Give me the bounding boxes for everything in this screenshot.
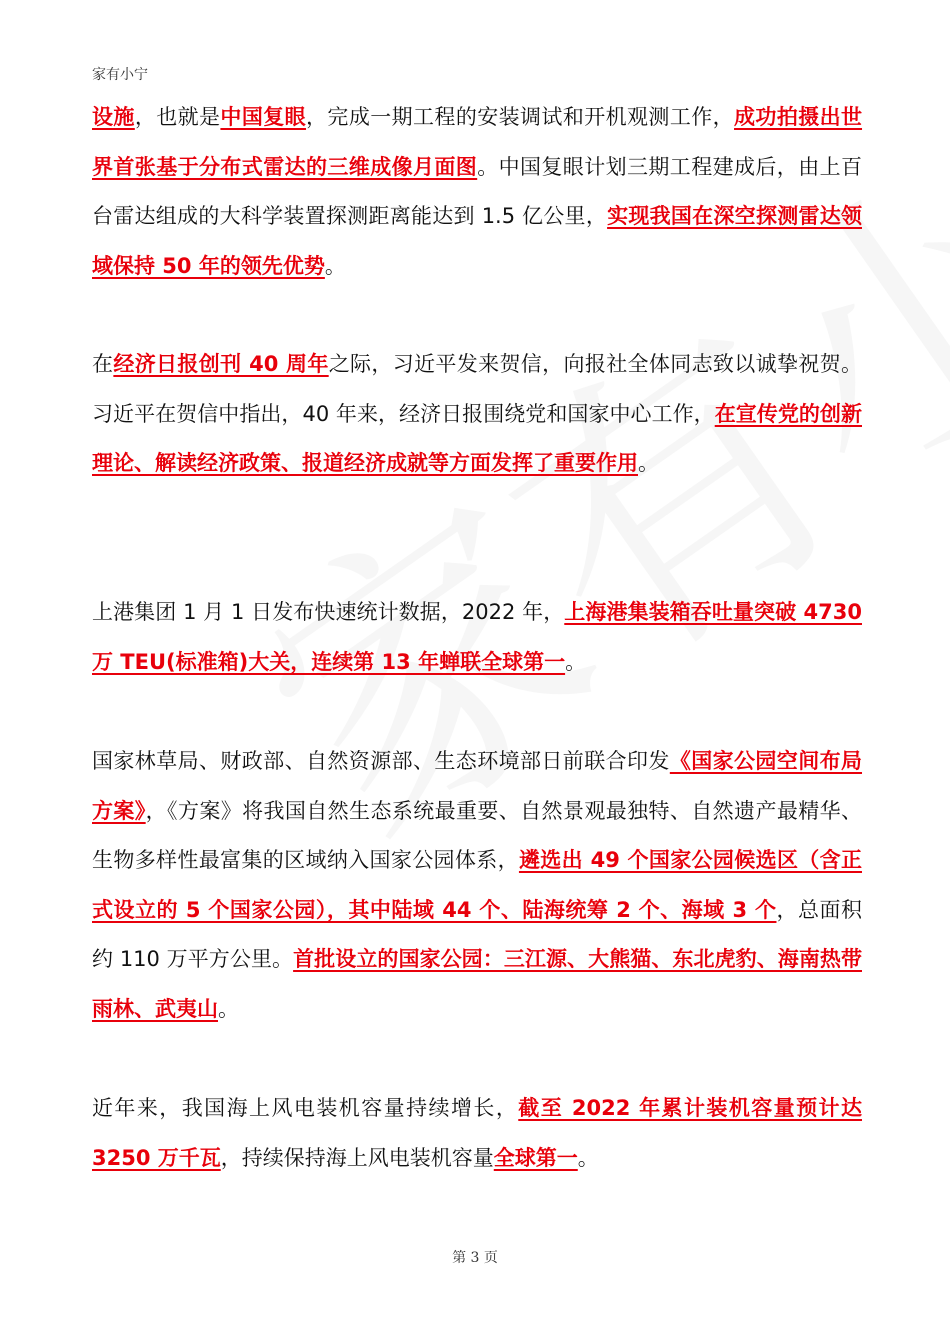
body-text: 。	[324, 253, 346, 278]
body-text: 。中国复眼计划三期工程建成后，由上百台雷达组成的大科学装置探测距离能达到 1.5 亿公里，	[92, 154, 863, 228]
body-text: 国家林草局、财政部、自然资源部、生态环境部日前联合印发	[92, 749, 670, 773]
highlighted-text: 全球第一	[493, 1145, 578, 1170]
highlighted-text: 设施	[92, 105, 135, 129]
body-text: ，《方案》将我国自然生态系统最重要、自然景观最独特、自然遗产最精华、生物多样性最富集的区域纳入国家公园体系，	[92, 798, 863, 872]
body-text: 。	[218, 996, 239, 1021]
paragraph-national-parks	[92, 737, 862, 1034]
paragraph-economic-daily	[92, 340, 862, 489]
body-text: 之际，习近平发来贺信，向报社全体同志致以诚挚祝贺。习近平在贺信中指出，40 年来，经济日报围绕党和国家中心工作，	[92, 352, 863, 426]
paragraph-radar	[92, 93, 862, 291]
highlighted-text: 成功拍摄出世界首张基于分布式雷达的三维成像月面图	[92, 105, 863, 179]
paragraph-shanghai-port	[92, 588, 862, 687]
body-text: ，完成一期工程的安装调试和开机观测工作，	[306, 105, 735, 129]
highlighted-text: 首批设立的国家公园：三江源、大熊猫、东北虎豹、海南热带雨林、武夷山	[92, 947, 862, 1021]
body-text: 近年来，我国海上风电装机容量持续增长，	[92, 1096, 519, 1120]
highlighted-text: 经济日报创刊 40 周年	[113, 352, 329, 376]
highlighted-text: 遴选出 49 个国家公园候选区（含正式设立的 5 个国家公园），其中陆域 44 个、陆海统筹 2 个、海域 3 个	[92, 848, 862, 922]
body-text: 在	[92, 352, 114, 376]
body-text: 上港集团 1 月 1 日发布快速统计数据，2022 年，	[92, 600, 565, 624]
highlighted-text: 中国复眼	[220, 105, 307, 129]
body-text: ，持续保持海上风电装机容量	[220, 1145, 494, 1170]
highlighted-text: 《国家公园空间布局方案》	[92, 749, 863, 823]
highlighted-text: 截至 2022 年累计装机容量预计达 3250 万千瓦	[92, 1096, 862, 1170]
body-text: ，总面积约 110 万平方公里。	[92, 897, 863, 971]
highlighted-text: 在宣传党的创新理论、解读经济政策、报道经济成就等方面发挥了重要作用	[92, 401, 862, 475]
body-text: ，也就是	[134, 105, 221, 129]
highlighted-text: 上海港集装箱吞吐量突破 4730 万 TEU(标准箱)大关，连续第 13 年蝉联全球第一	[92, 600, 862, 674]
page-header: 家有小宁	[92, 67, 148, 83]
highlighted-text: 实现我国在深空探测雷达领域保持 50 年的领先优势	[92, 204, 862, 278]
page-number: 第 3 页	[452, 1250, 498, 1266]
paragraph-offshore-wind	[92, 1084, 862, 1183]
body-text: 。	[577, 1145, 599, 1170]
body-text: 。	[638, 451, 659, 475]
body-text: 。	[565, 649, 587, 674]
